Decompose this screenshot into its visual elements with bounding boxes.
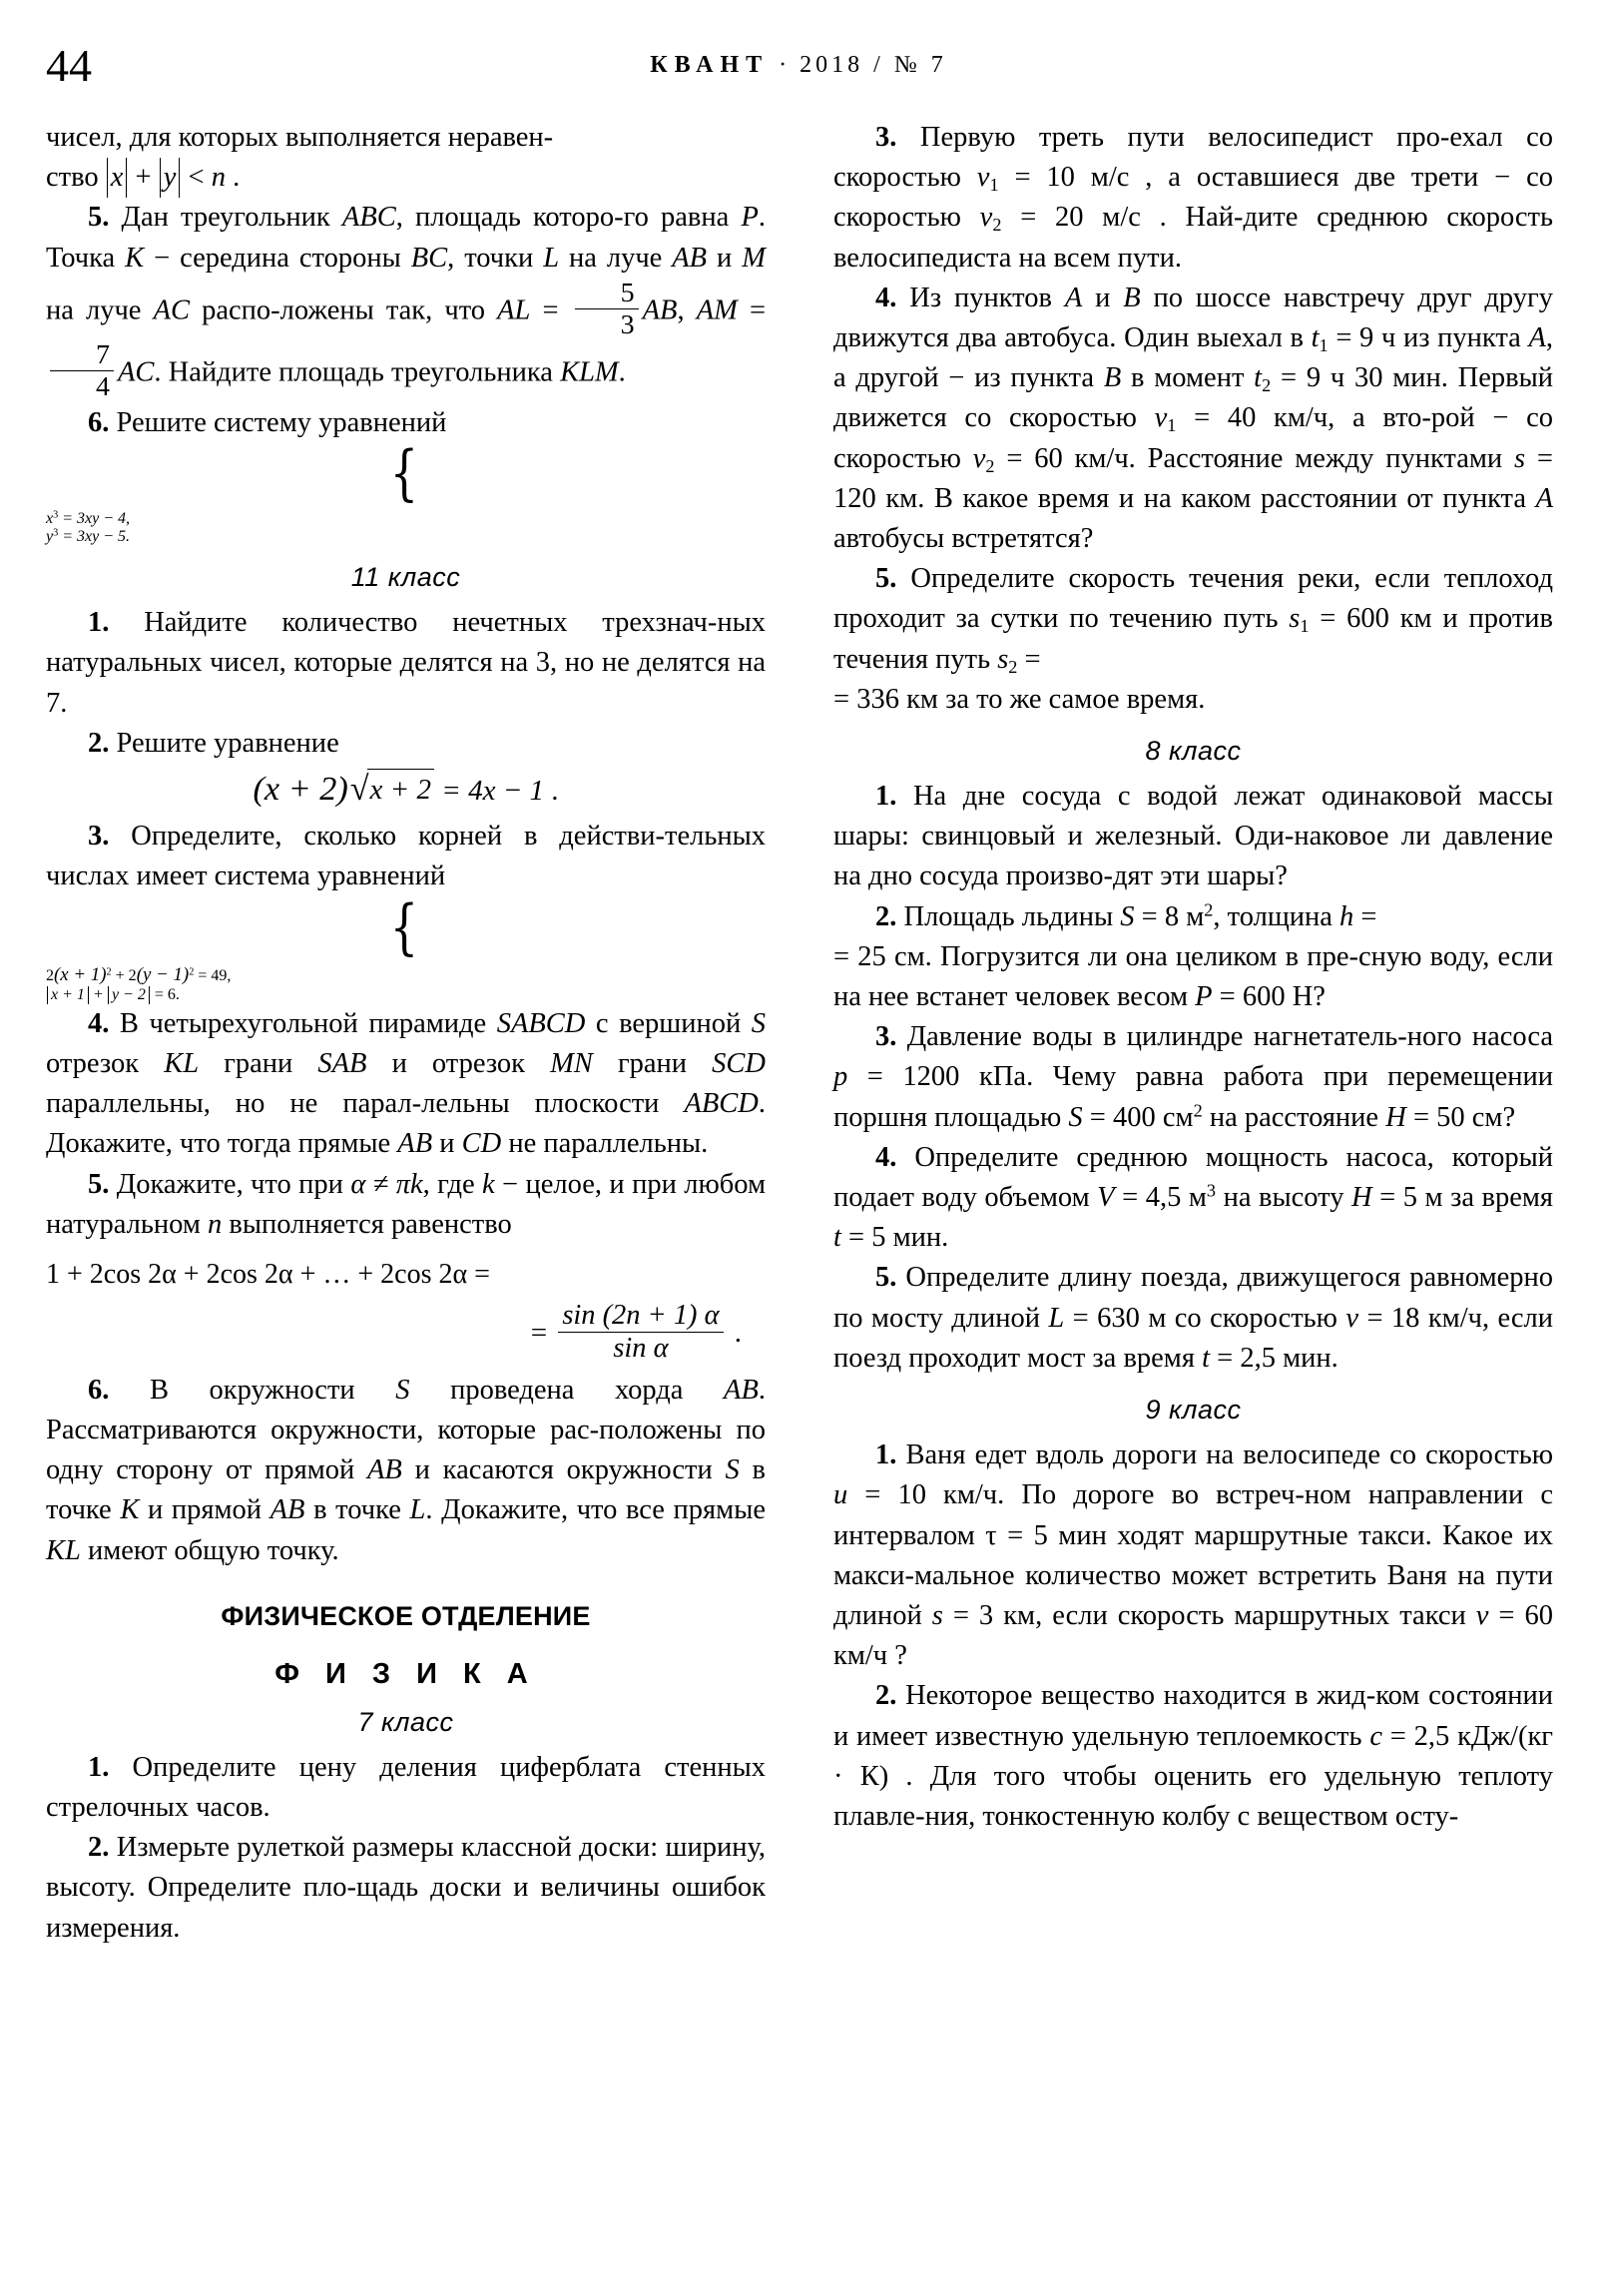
problem-number: 1. xyxy=(875,1439,897,1471)
var-kl: KL xyxy=(46,1534,81,1566)
var-v: V xyxy=(1097,1182,1115,1214)
text-run: Докажите, что при xyxy=(109,1168,351,1200)
text-run: в момент xyxy=(1121,362,1255,394)
fraction-sin xyxy=(558,1301,723,1365)
text-run: , а другой − из пункта xyxy=(833,322,1554,394)
value: = 1200 xyxy=(847,1061,960,1093)
problem-number: 5. xyxy=(875,563,897,595)
ph8-problem-2 xyxy=(833,897,1553,1018)
text-run: в точке xyxy=(46,1454,767,1526)
text-run: Определите длину поезда, движущегося равномерно по мосту длиной xyxy=(833,1262,1553,1334)
var-h: H xyxy=(1385,1101,1406,1133)
equation-row xyxy=(46,964,766,986)
fraction-5-3 xyxy=(575,279,639,340)
text-run: Решите систему уравнений xyxy=(109,406,447,438)
text-run: и против течения путь xyxy=(833,603,1553,675)
value: = 9 ч 30 xyxy=(1271,362,1383,394)
paragraph-continuation xyxy=(46,118,766,198)
var-tau: τ = 5 xyxy=(985,1519,1048,1551)
var-s: S xyxy=(751,1007,767,1039)
var-k: K xyxy=(120,1494,140,1526)
text-run: Определите, сколько корней в действи-тельных числах имеет система уравнений xyxy=(46,821,766,892)
ph8-problem-3 xyxy=(833,1017,1553,1138)
two-column-body xyxy=(46,118,1553,2254)
text-run: из пункта xyxy=(1395,322,1529,354)
var-l: L xyxy=(409,1494,426,1526)
text-run: . Рассматриваются окружности, которые рас-положены по одну сторону от прямой xyxy=(46,1374,766,1486)
denominator: 4 xyxy=(50,370,114,402)
var-sabcd: SABCD xyxy=(496,1007,586,1039)
var-u: u xyxy=(833,1479,848,1511)
value: = 5 xyxy=(1371,1182,1417,1214)
problem-number: 1. xyxy=(88,607,110,639)
text-run: и xyxy=(707,242,743,274)
problem-number: 6. xyxy=(88,406,110,438)
problem-5 xyxy=(46,198,766,402)
value: = 10 км/ч. xyxy=(847,1479,1005,1511)
var-p: P xyxy=(741,202,759,234)
text-run: если поезд проходит мост за время xyxy=(833,1302,1553,1374)
page-number: 44 xyxy=(46,40,92,91)
denominator: 3 xyxy=(575,308,639,340)
equation-system xyxy=(385,892,427,962)
text-run: В окружности xyxy=(109,1374,396,1406)
text-run: Определите скорость течения реки, если теплоход проходит за сутки по течению путь xyxy=(833,563,1553,635)
subscript: 1 xyxy=(989,175,999,196)
value: = 40 км/ч, xyxy=(1176,402,1335,434)
text-run: автобусы встретятся? xyxy=(833,523,1094,555)
ph8-problem-5 xyxy=(833,1258,1553,1379)
grade-heading-8: 8 класс xyxy=(1145,736,1242,767)
var-b: B xyxy=(1103,362,1122,394)
problem-number: 5. xyxy=(88,202,110,234)
value: = 60 км/ч xyxy=(833,1599,1553,1672)
var-s: s xyxy=(1513,442,1526,474)
var-a: A xyxy=(1535,482,1553,514)
value: = 20 м/с xyxy=(1001,202,1141,234)
text-run: Некоторое вещество находится в жид-ком состоянии и имеет известную удельную теплоемкость xyxy=(833,1680,1553,1752)
var-bc: BC xyxy=(410,242,448,274)
text-run: Найдите количество нечетных трехзнач-ных натуральных чисел, которые делятся на 3, но не делятся на 7. xyxy=(46,607,766,719)
grade-heading-7: 7 класс xyxy=(357,1706,454,1737)
subscript: 1 xyxy=(1319,335,1329,356)
var-v1: v xyxy=(1154,402,1168,434)
problem-number: 2. xyxy=(875,1680,897,1712)
text-run: м за время xyxy=(1416,1182,1554,1214)
fraction-7-4 xyxy=(50,340,114,402)
var-s1: s xyxy=(1289,603,1301,635)
var-scd: SCD xyxy=(712,1047,767,1079)
text-run: выполняется равенство xyxy=(222,1208,512,1240)
problem-number: 3. xyxy=(875,1021,897,1053)
ph9-problem-1 xyxy=(833,1435,1553,1676)
equation-system xyxy=(385,438,427,508)
subscript: 2 xyxy=(1008,656,1018,677)
exponent: 3 xyxy=(53,509,59,521)
eq-al: AL xyxy=(497,294,531,326)
text-run: и отрезок xyxy=(366,1047,551,1079)
equation-rhs: = 4x − 1 xyxy=(434,774,545,807)
text-run: = 336 км за то же самое время. xyxy=(833,683,1206,715)
operator: + xyxy=(89,985,107,1003)
radical-sign: √ xyxy=(349,770,369,808)
department-heading: ФИЗИЧЕСКОЕ ОТДЕЛЕНИЕ xyxy=(221,1600,591,1631)
math-problem-3 xyxy=(833,118,1553,279)
text-run: км, если скорость маршрутных такси xyxy=(993,1599,1476,1631)
var-x: x xyxy=(46,510,54,528)
text-run: на луче xyxy=(559,242,673,274)
value: = 18 км/ч, xyxy=(1358,1302,1490,1334)
var-klm: KLM xyxy=(560,356,619,388)
var-s: S xyxy=(1120,900,1135,932)
text-run: = xyxy=(737,294,767,326)
text-run: мин ходят маршрутные такси. Какое их макси-мальное количество может встретить Ваня на пути длиной xyxy=(833,1519,1553,1631)
var-c: c xyxy=(1369,1720,1382,1752)
equation-row xyxy=(46,510,766,528)
var-p: P xyxy=(1195,981,1213,1013)
value: = 8 м xyxy=(1134,900,1205,932)
text-run: в точке xyxy=(304,1494,410,1526)
text-run: грани xyxy=(199,1047,318,1079)
equation-row xyxy=(46,528,766,546)
ph8-problem-4 xyxy=(833,1138,1553,1259)
denominator: sin α xyxy=(558,1332,723,1365)
var-ab: AB xyxy=(672,242,708,274)
problem-number: 2. xyxy=(875,900,897,932)
g11-problem-6 xyxy=(46,1371,766,1571)
value: = 600 Н? xyxy=(1212,981,1326,1013)
problem-number: 3. xyxy=(88,821,110,853)
text-run: . Докажите, что все прямые xyxy=(425,1494,766,1526)
text-run: на луче xyxy=(46,294,154,326)
radicand: x + 2 xyxy=(367,769,434,810)
var-l: L xyxy=(543,242,560,274)
text-run: На дне сосуда с водой лежат одинаковой массы шары: свинцовый и железный. Оди-наковое ли давление на дно сосуда произво-дят эти шары? xyxy=(833,781,1553,892)
display-system-6 xyxy=(46,438,766,508)
numerator: 7 xyxy=(96,339,110,371)
text-run: . xyxy=(225,162,241,194)
right-column xyxy=(833,118,1553,2254)
text-run: по шоссе навстречу друг другу движутся два автобуса. Один выехал в xyxy=(833,282,1553,354)
text-run: мин. Первый движется со скоростью xyxy=(833,362,1553,434)
text-run: ство xyxy=(46,162,106,194)
text-run: м со скоростью xyxy=(1139,1302,1346,1334)
var-b: B xyxy=(1123,282,1141,313)
var-p: p xyxy=(833,1061,848,1093)
text-run: Решите уравнение xyxy=(109,727,339,759)
text-run: отрезок xyxy=(46,1047,165,1079)
display-trig-line2 xyxy=(46,1301,766,1365)
problem-number: 3. xyxy=(875,122,897,153)
var-a: A xyxy=(1528,322,1546,354)
text-run: Из пунктов xyxy=(896,282,1065,313)
text-run: , площадь которо-го равна xyxy=(395,202,742,234)
g11-problem-1 xyxy=(46,603,766,724)
subscript: 2 xyxy=(1262,375,1272,396)
var-v2: v xyxy=(979,202,993,234)
left-brace: { xyxy=(389,892,418,962)
var-t: t xyxy=(1202,1342,1210,1374)
condition-alpha: α ≠ πk xyxy=(350,1168,423,1200)
exponent: 2 xyxy=(189,966,195,978)
value: = 120 xyxy=(833,442,1553,514)
exponent: 2 xyxy=(1193,1100,1203,1121)
text-run: кПа. Чему равна работа при перемещении поршня площадью xyxy=(833,1061,1553,1133)
operator: + 2 xyxy=(111,966,137,984)
text-run: параллельны, но не парал-лельны плоскости xyxy=(46,1088,685,1120)
text-run: Ваня едет вдоль дороги на велосипеде со скоростью xyxy=(896,1439,1553,1471)
var-ac: AC xyxy=(153,294,190,326)
text-run: имеют общую точку. xyxy=(80,1534,339,1566)
value: = 4,5 м xyxy=(1114,1182,1207,1214)
text-run: грани xyxy=(592,1047,713,1079)
binomial: (y − 1) xyxy=(136,963,190,985)
text-run: . Докажите, что тогда прямые xyxy=(46,1088,766,1160)
var-abcd: ABCD xyxy=(684,1088,759,1120)
value: = 400 см xyxy=(1082,1101,1194,1133)
text-run: мин. xyxy=(885,1222,949,1254)
var-kl: KL xyxy=(164,1047,200,1079)
var-n: n xyxy=(207,1208,223,1240)
var-s2: s xyxy=(997,643,1009,675)
var-sab: SAB xyxy=(317,1047,367,1079)
text-run: и прямой xyxy=(139,1494,270,1526)
equation-rhs: = 3xy − 5. xyxy=(58,528,131,546)
var-ab: AB xyxy=(397,1128,433,1160)
grade-heading-9: 9 класс xyxy=(1145,1395,1242,1426)
numerator: 5 xyxy=(620,277,635,308)
text-run: Первую треть пути велосипедист про-ехал со скоростью xyxy=(833,122,1553,194)
journal-title-line xyxy=(0,52,1597,79)
text-run: на расстояние xyxy=(1202,1101,1386,1133)
var-l: L xyxy=(1048,1302,1065,1334)
text-run: = xyxy=(530,294,571,326)
math-problem-4 xyxy=(833,279,1553,559)
left-column xyxy=(46,118,766,2254)
subject-heading: Ф И З И К А xyxy=(274,1657,537,1690)
text-run: < xyxy=(181,162,212,194)
var-k: k xyxy=(482,1168,495,1200)
text-run: . Найдите площадь треугольника xyxy=(154,356,561,388)
subscript: 2 xyxy=(985,455,995,476)
ph7-problem-1 xyxy=(46,1748,766,1828)
var-cd: CD xyxy=(461,1128,502,1160)
eq-ab: AB xyxy=(642,294,678,326)
var-m: M xyxy=(742,242,766,274)
text-run: , толщина xyxy=(1213,900,1340,932)
problem-number: 4. xyxy=(875,282,897,313)
abs-y: y xyxy=(160,158,181,198)
equation-rhs: = 3xy − 4, xyxy=(58,510,131,528)
ph9-problem-2 xyxy=(833,1676,1553,1837)
text-run: . xyxy=(544,774,559,807)
text-run: км. В какое время и на каком расстоянии от пункта xyxy=(875,482,1536,514)
exponent: 3 xyxy=(1206,1180,1217,1201)
exponent: 3 xyxy=(53,527,59,539)
problem-number: 5. xyxy=(875,1262,897,1294)
equation-row xyxy=(46,986,766,1004)
var-h: H xyxy=(1351,1182,1372,1214)
g11-problem-4 xyxy=(46,1004,766,1165)
text-run: В четырехугольной пирамиде xyxy=(109,1007,497,1039)
eq-ac: AC xyxy=(117,356,155,388)
left-brace: { xyxy=(389,438,418,508)
var-v1: v xyxy=(976,162,990,194)
problem-number: 4. xyxy=(875,1141,897,1173)
problem-number: 2. xyxy=(88,1832,110,1864)
text-run: мин. xyxy=(1275,1342,1338,1374)
text-run: , точки xyxy=(447,242,544,274)
exponent: 2 xyxy=(1204,899,1214,920)
g11-problem-5 xyxy=(46,1165,766,1245)
numerator: sin (2n + 1) α xyxy=(562,1300,720,1332)
equation-rhs: = 49, xyxy=(194,966,232,984)
text-run: . Най-дите среднюю скорость велосипедиста на всем пути. xyxy=(833,202,1554,274)
text-run: на высоту xyxy=(1216,1182,1351,1214)
text-run: распо-ложены так, что xyxy=(189,294,498,326)
ph7-problem-2 xyxy=(46,1828,766,1949)
value: = 10 м/с xyxy=(998,162,1130,194)
value: = 3 xyxy=(942,1599,994,1631)
var-s: s xyxy=(931,1599,943,1631)
var-t: t xyxy=(833,1222,841,1254)
text-run: . xyxy=(727,1317,742,1350)
var-ab: AB xyxy=(269,1494,305,1526)
equation-lhs: (x + 2) xyxy=(253,770,348,808)
abs-x-plus-1: x + 1 xyxy=(47,986,89,1004)
problem-number: 5. xyxy=(88,1168,110,1200)
journal-name: КВАНТ xyxy=(650,52,770,78)
value: = 50 см? xyxy=(1405,1101,1516,1133)
var-y: y xyxy=(46,528,54,546)
text-run: . Для того чтобы оценить его удельную теплоту плавле-ния, тонкостенную колбу с веществом осту- xyxy=(833,1760,1553,1832)
var-s: S xyxy=(725,1454,740,1486)
var-s: S xyxy=(395,1374,410,1406)
text-run: − целое, и при любом натуральном xyxy=(46,1168,766,1240)
running-head xyxy=(0,40,1597,100)
problem-6 xyxy=(46,403,766,443)
binomial: (x + 1) xyxy=(54,963,107,985)
var-h: h xyxy=(1339,900,1354,932)
text-run: Расстояние между пунктами xyxy=(1135,442,1514,474)
subscript: 1 xyxy=(1300,616,1310,637)
value: = 60 км/ч. xyxy=(994,442,1136,474)
text-run: , где xyxy=(422,1168,482,1200)
text-run: По дороге во встреч-ном направлении с интервалом xyxy=(833,1479,1553,1551)
text-run: а вто-рой − со скоростью xyxy=(833,402,1553,474)
problem-number: 1. xyxy=(88,1751,110,1783)
math-problem-5 xyxy=(833,559,1553,720)
g11-problem-2 xyxy=(46,724,766,764)
text-run: не параллельны. xyxy=(501,1128,709,1160)
text-run: − середина стороны xyxy=(144,242,411,274)
text-run: Площадь льдины xyxy=(896,900,1121,932)
value: = 600 км xyxy=(1309,603,1432,635)
equals-sign: = xyxy=(530,1317,555,1350)
value: = 2,5 кДж/(кг · К) xyxy=(833,1720,1553,1792)
text-run: Определите среднюю мощность насоса, который подает воду объемом xyxy=(833,1141,1553,1214)
text-run: Определите цену деления циферблата стенных стрелочных часов. xyxy=(46,1751,766,1823)
text-run: . Точка xyxy=(46,202,766,274)
square-root xyxy=(348,770,434,811)
var-n: n xyxy=(211,162,226,194)
display-trig-line1: 1 + 2cos 2α + 2cos 2α + … + 2cos 2α = xyxy=(46,1258,490,1290)
value: = 630 xyxy=(1064,1302,1140,1334)
var-v2: v xyxy=(972,442,986,474)
var-s: S xyxy=(1068,1101,1083,1133)
var-t1: t xyxy=(1311,322,1320,354)
var-v: v xyxy=(1475,1599,1489,1631)
problem-number: 4. xyxy=(88,1007,110,1039)
display-system-3 xyxy=(46,892,766,962)
text-run: . xyxy=(618,356,626,388)
problem-number: 6. xyxy=(88,1374,110,1406)
text-run: Давление воды в цилиндре нагнетатель-ного насоса xyxy=(896,1021,1553,1053)
coefficient: 2 xyxy=(46,966,54,984)
text-run: + xyxy=(128,162,159,194)
problem-number: 1. xyxy=(875,781,897,813)
value: = 9 ч xyxy=(1328,322,1396,354)
text-run: ? xyxy=(887,1640,907,1672)
subscript: 2 xyxy=(992,215,1002,236)
value: = xyxy=(1353,900,1377,932)
equation-rhs: = 6. xyxy=(150,985,180,1003)
eq-am: AM xyxy=(696,294,738,326)
display-equation-2 xyxy=(46,770,766,811)
value: = xyxy=(1017,643,1041,675)
ph8-problem-1 xyxy=(833,777,1553,897)
value: = 2,5 xyxy=(1210,1342,1276,1374)
text-run: , xyxy=(677,294,697,326)
text-run: с вершиной xyxy=(585,1007,752,1039)
text-run: и касаются окружности xyxy=(401,1454,726,1486)
abs-x: x xyxy=(107,158,128,198)
text-run: и xyxy=(432,1128,462,1160)
separator-dot: · xyxy=(779,52,791,78)
abs-y-minus-2: y − 2 xyxy=(108,986,150,1004)
var-ab: AB xyxy=(724,1374,759,1406)
var-mn: MN xyxy=(550,1047,593,1079)
text-run: чисел, для которых выполняется неравен- xyxy=(46,122,554,153)
text-run: = 25 см. Погрузится ли она целиком в пре-сную воду, если на нее встанет человек весом xyxy=(833,940,1553,1013)
text-run: Дан треугольник xyxy=(109,202,342,234)
var-t2: t xyxy=(1254,362,1263,394)
var-v: v xyxy=(1345,1302,1359,1334)
text-run: Измерьте рулеткой размеры классной доски: ширину, высоту. Определите пло-щадь доски и величины ошибок измерения. xyxy=(46,1832,766,1944)
problem-number: 2. xyxy=(88,727,110,759)
issue-info: 2018 / № 7 xyxy=(799,52,947,78)
subscript: 1 xyxy=(1167,415,1177,436)
exponent: 2 xyxy=(106,966,112,978)
g11-problem-3 xyxy=(46,817,766,896)
var-abc: ABC xyxy=(341,202,396,234)
grade-heading-11: 11 класс xyxy=(350,562,461,593)
text-run: проведена хорда xyxy=(409,1374,725,1406)
var-k: K xyxy=(125,242,145,274)
var-ab: AB xyxy=(367,1454,402,1486)
text-run: и xyxy=(1082,282,1124,313)
value: = 5 xyxy=(840,1222,886,1254)
text-run: , а оставшиеся две трети − со скоростью xyxy=(833,162,1554,234)
var-a: A xyxy=(1064,282,1083,313)
